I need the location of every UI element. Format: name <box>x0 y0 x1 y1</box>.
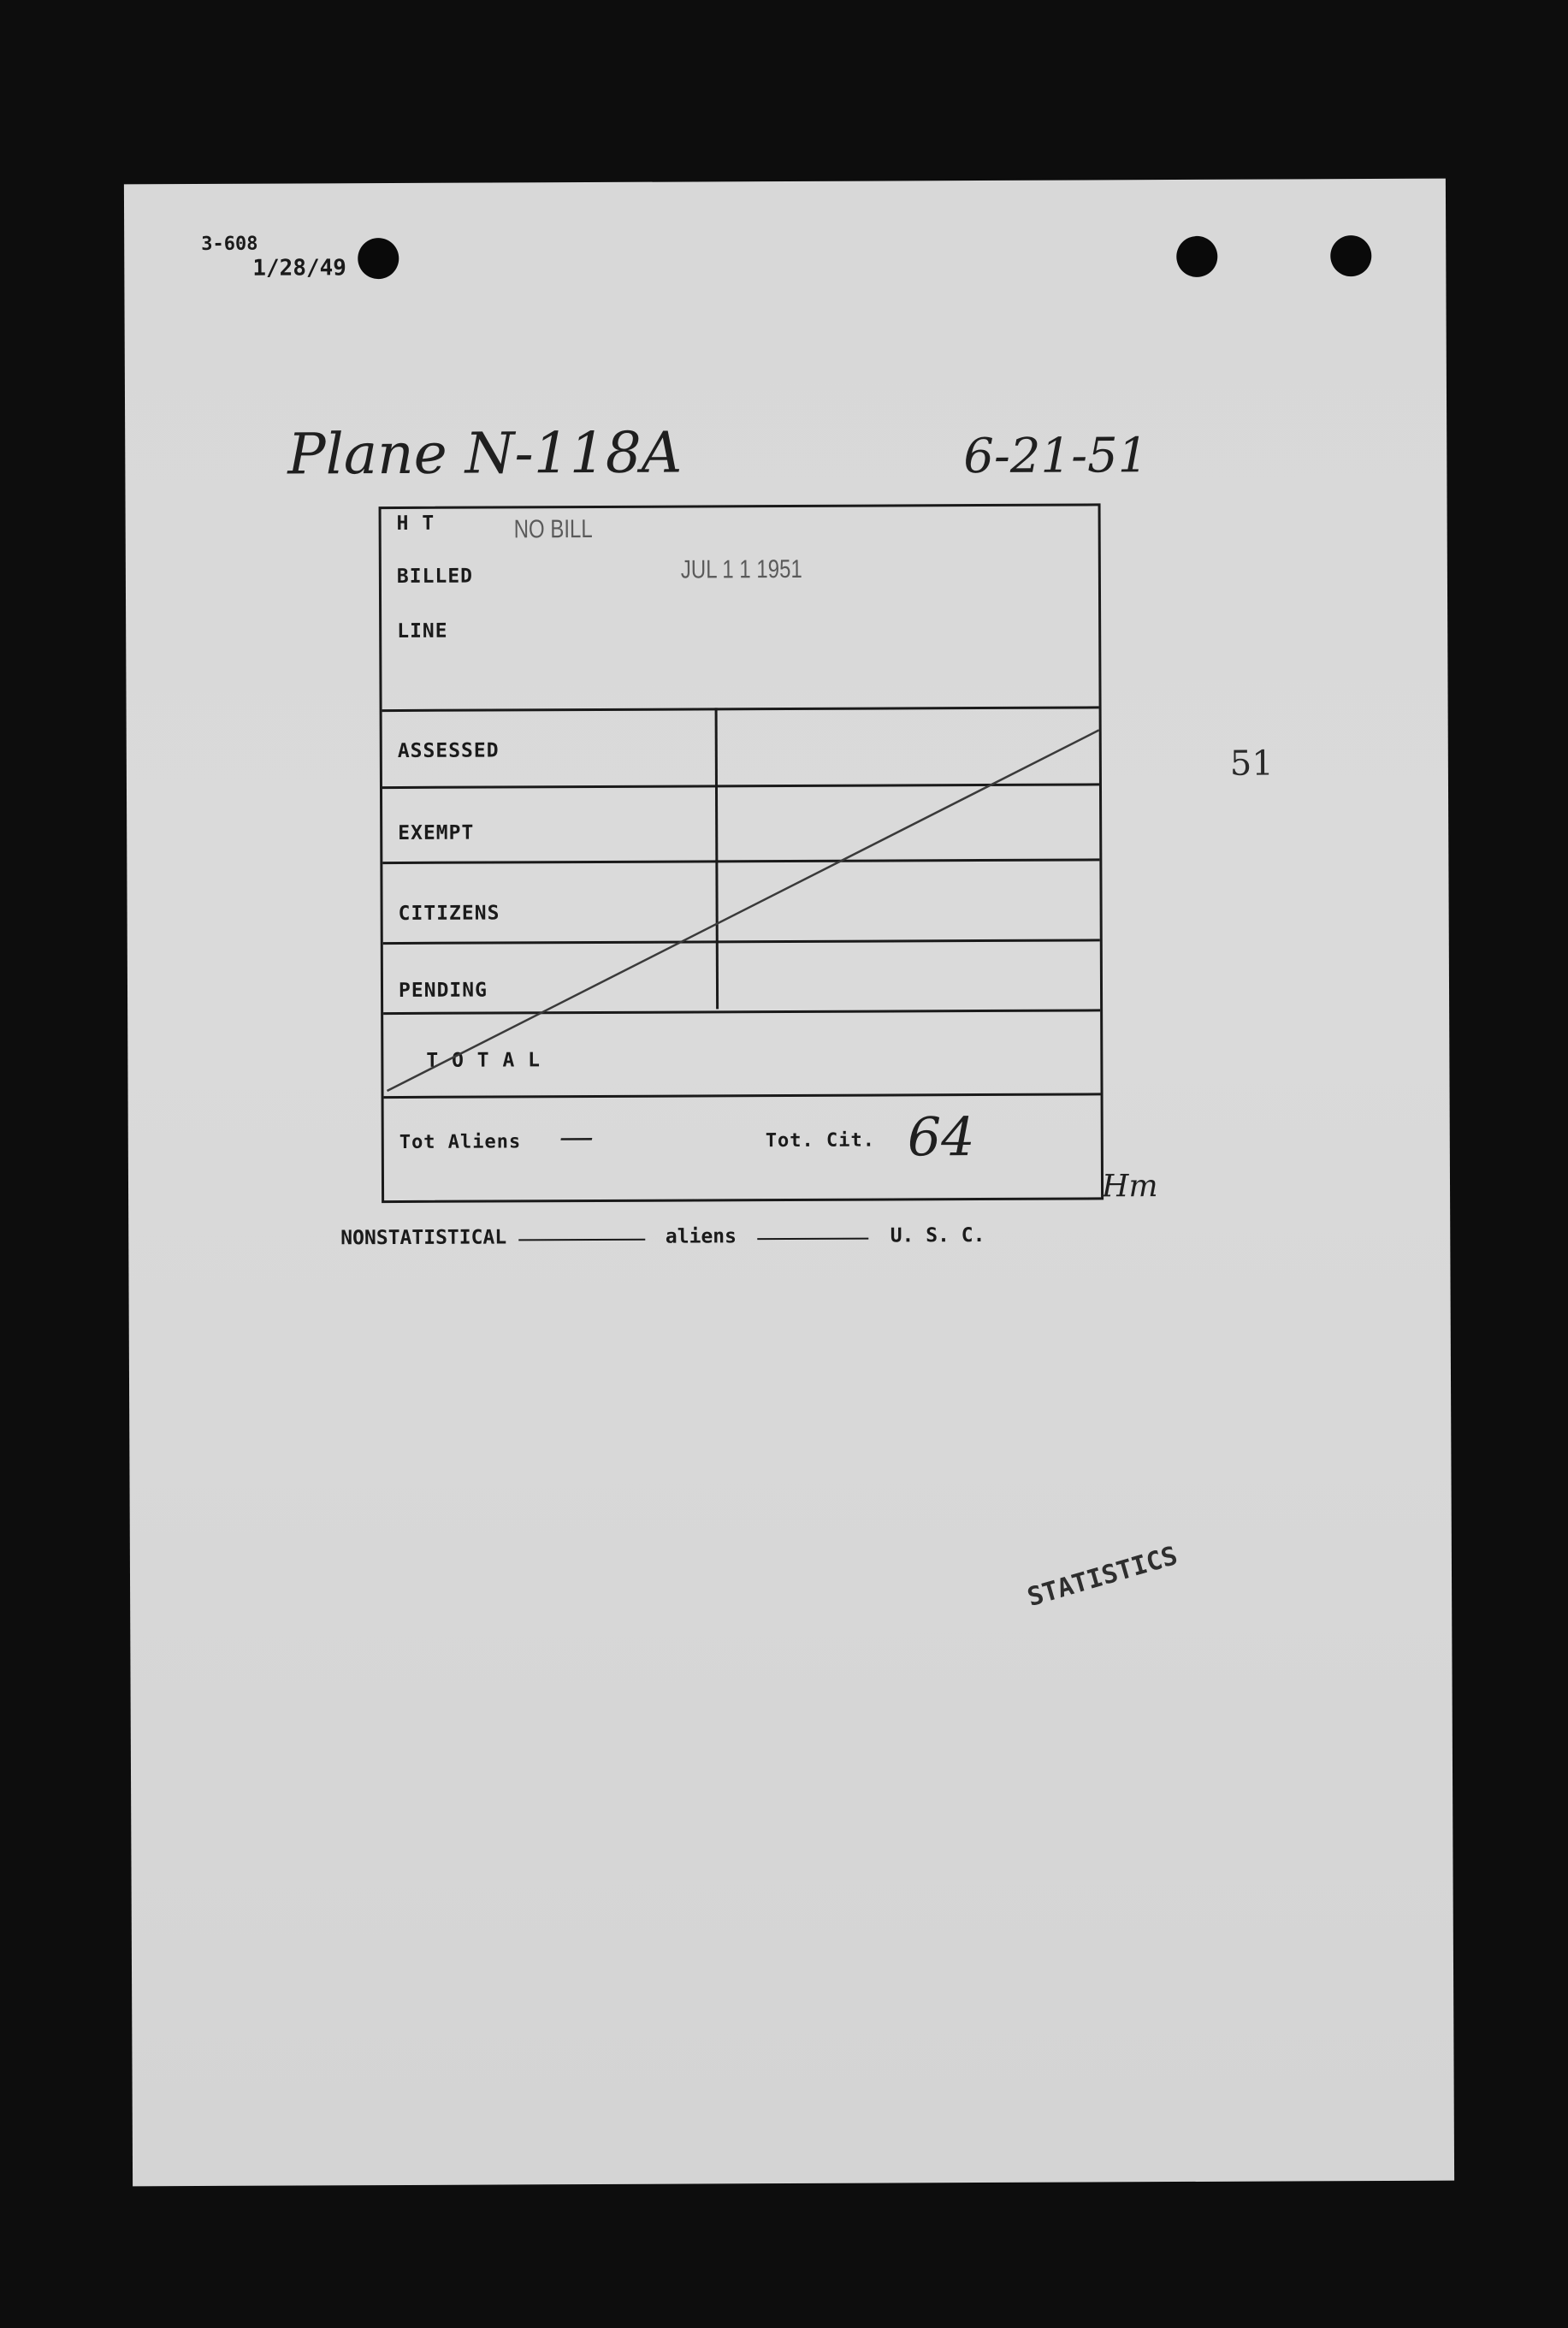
void-diagonal-line <box>382 506 1107 1205</box>
aliens-blank <box>757 1234 868 1240</box>
tot-aliens-value: — <box>559 1117 594 1158</box>
tot-aliens-label: Tot Aliens <box>399 1131 522 1153</box>
tot-cit-label: Tot. Cit. <box>765 1129 876 1152</box>
manifest-form-box <box>379 503 1104 1203</box>
usc-label: U. S. C. <box>890 1224 985 1247</box>
billed-label: BILLED <box>396 565 474 588</box>
received-date-stamp: JUL 1 1 1951 <box>680 554 802 584</box>
citizens-label: CITIZENS <box>398 902 500 925</box>
plane-label: Plane N-118A <box>287 419 683 488</box>
nonstatistical-label: NONSTATISTICAL <box>340 1226 507 1250</box>
punch-hole-right <box>1330 235 1371 276</box>
pending-label: PENDING <box>398 979 488 1002</box>
ht-label: H T <box>396 512 435 535</box>
handwritten-date: 6-21-51 <box>963 428 1149 485</box>
form-date: 1/28/49 <box>252 255 346 281</box>
tot-cit-value: 64 <box>907 1105 975 1169</box>
document-sheet <box>124 179 1454 2187</box>
line-label: LINE <box>397 619 448 643</box>
punch-hole-middle <box>1176 236 1217 277</box>
nonstatistical-line <box>340 1224 985 1249</box>
exempt-label: EXEMPT <box>398 821 475 844</box>
punch-hole-left <box>358 238 399 279</box>
no-bill-stamp: NO BILL <box>513 514 593 544</box>
aliens-label: aliens <box>665 1225 737 1248</box>
initials: Hm <box>1101 1169 1158 1205</box>
form-number: 3-608 <box>201 233 258 255</box>
total-label: T O T A L <box>426 1049 541 1072</box>
nonstatistical-blank <box>518 1235 645 1241</box>
statistics-stamp: STATISTICS <box>1024 1540 1181 1614</box>
assessed-label: ASSESSED <box>397 739 500 762</box>
margin-number: 51 <box>1229 743 1274 784</box>
